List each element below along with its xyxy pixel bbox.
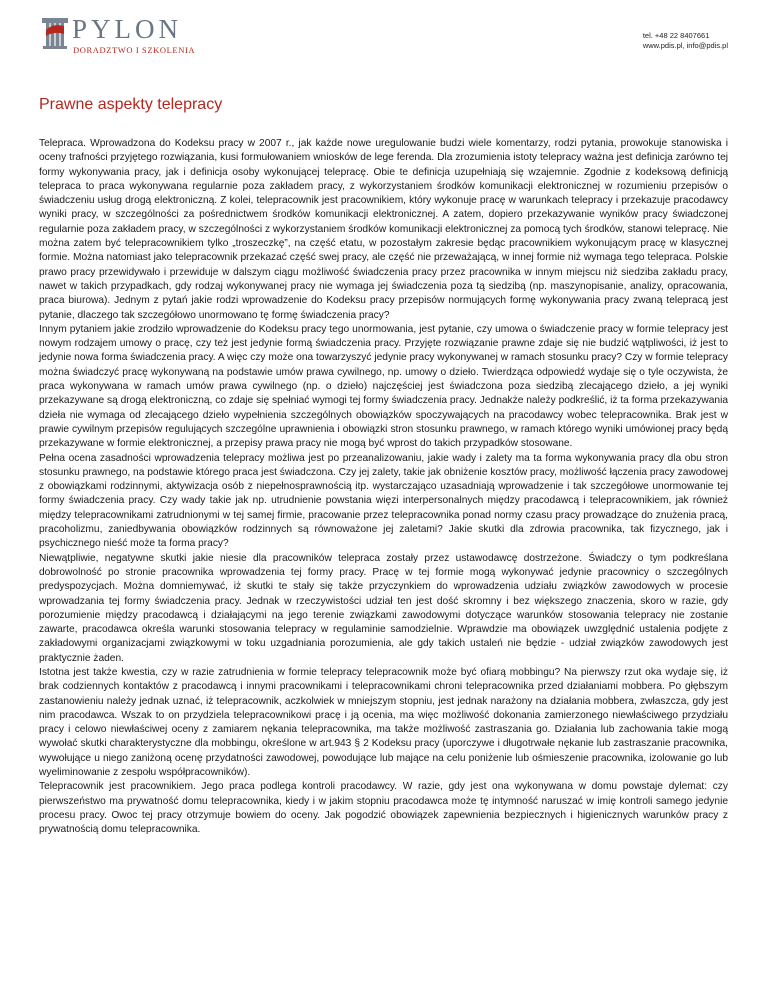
contact-web-email[interactable]: www.pdis.pl, info@pdis.pl	[642, 41, 728, 50]
paragraph: Telepraca. Wprowadzona do Kodeksu pracy w 2007 r., jak każde nowe uregulowanie budzi wiele komentarzy, rodzi pytania, prowokuje stanowiska i oceny trafności przyjętego rozwiązania, kusi formułowaniem wniosków de lege ferenda. Dla zrozumienia istoty telepracy ważna jest definicja zarówno tej formy wykonywania pracy, jak i definicja osoby wykonującej telepracę. Obie te definicja uzupełniają się wzajemnie. Zgodnie z kodeksową definicją telepraca to praca wykonywana regularnie poza zakładem pracy, z wykorzystaniem środków komunikacji elektronicznej w rozumieniu przepisów o świadczeniu usług drogą elektroniczną. Z kolei, telepracownik jest pracownikiem, który wykonuje pracę w warunkach telepracy i przekazuje pracodawcy wyniki pracy, w szczególności za pośrednictwem środków komunikacji elektronicznej. A zatem, dopiero przekazywanie wyników pracy świadczonej regularnie poza zakładem pracy, w szczególności z wykorzystaniem środków komunikacji elektronicznej za pomocą tych środków, stanowi telepracę. Nie można zatem być telepracownikiem tylko „troszeczkę”, na część etatu, w pozostałym zakresie będąc pracownikiem wykonującym pracę w klasycznej formie. Można natomiast jako telepracownik przekazać część swej pracy, ale część nie przeważającą, w innej formie niż wymaga tego telepraca. Polskie prawo pracy przewidywało i przewiduje w dalszym ciągu możliwość świadczenia pracy przez pracownika w innym miejscu niż siedziba zakładu pracy, nawet w takich przypadkach, gdy rodzaj wykonywanej pracy nie wymaga jej świadczenia poza tą siedzibą (np. maszynopisanie, analizy, opracowania, praca biurowa). Jednym z pytań jakie rodzi wprowadzenie do Kodeksu pracy przepisów normujących formę wykonywania pracy zwaną telepracą jest pytanie, dlaczego tak szczegółowo unormowano tę formę świadczenia pracy?	[39, 138, 728, 321]
company-logo	[40, 16, 220, 56]
brand-name: PYLON	[72, 14, 183, 44]
paragraph: Innym pytaniem jakie zrodziło wprowadzenie do Kodeksu pracy tego unormowania, jest pytanie, czy umowa o świadczenie pracy w formie telepracy jest nowym rodzajem umowy o pracę, czy też jest jedynie formą świadczenia pracy. Przyjęte rozwiązanie prawne zdaje się nie budzić wątpliwości, iż jest to jedynie nowa forma świadczenia pracy. A więc czy może ona towarzyszyć jedynie pracy wykonywanej w ramach stosunku pracy? Czy w formie telepracy można świadczyć pracę wykonywaną na podstawie umów prawa cywilnego, np. umowy o dzieło. Twierdząca odpowiedź wydaje się o tyle oczywista, że praca wykonywana w ramach umów prawa cywilnego (np. o dzieło) najczęściej jest świadczona poza siedzibą zlecającego dzieło, a jej wyniki przekazywane są drogą elektroniczną, co zdaje się spełniać wymogi tej formy świadczenia pracy. Jednakże należy podkreślić, iż ta forma przekazywania dzieła nie wymaga od zlecającego dzieło wypełnienia szczególnych obowiązków spoczywających na pracodawcy wobec telepracownika. Brak jest w prawie cywilnym przepisów regulujących szczególne uprawnienia i obowiązki stron stosunku prawnego, w ramach którego wyniki umówionej pracy będą przekazywane w formie elektronicznej, a przepisy prawa pracy nie mogą być wprost do takich przypadków stosowane.	[39, 323, 728, 450]
article-body	[39, 137, 728, 838]
paragraph: Telepracownik jest pracownikiem. Jego praca podlega kontroli pracodawcy. W razie, gdy jest ona wykonywana w domu powstaje dylemat: czy pierwszeństwo ma prywatność domu telepracownika, kiedy i w jakim stopniu pracodawca może tę intymność naruszać w imię kontroli samego jedynie procesu pracy. Owoc tej pracy otrzymuje bowiem do oceny. Jak pogodzić obowiązek zapewnienia bezpiecznych i higienicznych warunków pracy z prywatnością domu telepracownika.	[39, 781, 728, 836]
document-title: Prawne aspekty telepracy	[39, 96, 223, 113]
contact-phone: tel. +48 22 8407661	[642, 31, 710, 40]
paragraph: Pełna ocena zasadności wprowadzenia telepracy możliwa jest po przeanalizowaniu, jakie wady i zalety ma ta forma wykonywania pracy dla obu stron stosunku prawnego, na podstawie którego praca jest świadczona. Czy jej zalety, takie jak obniżenie kosztów pracy, możliwość łączenia pracy zawodowej z obowiązkami rodzinnymi, aktywizacja osób z niepełnosprawnością itp. wystarczająco uzasadniają wprowadzenie i tak szczegółowe unormowanie tej formy świadczenia pracy. Czy wady takie jak np. utrudnienie powstania więzi interpersonalnych między pracodawcą i telepracownikiem, jak również między telepracownikami zatrudnionymi w tej samej firmie, pracowanie przez telepracownika ponad normy czasu pracy prowadzące do znużenia pracą, pracoholizmu, zaniedbywania obowiązków rodzinnych są równoważone jej zaletami? Jakie skutki dla zdrowia pracownika, tak fizycznego, jak i psychicznego nieść może ta forma pracy?	[39, 452, 728, 550]
pylon-column-icon	[40, 16, 70, 50]
paragraph: Istotna jest także kwestia, czy w razie zatrudnienia w formie telepracy telepracownik może być ofiarą mobbingu? Na pierwszy rzut oka wydaje się, iż brak codziennych kontaktów z pracodawcą i innymi pracownikami i telepracownikami chroni telepracownika przed działaniami mobbera. Po głębszym zastanowieniu należy jednak uznać, iż telepracownik, aczkolwiek w mniejszym stopniu, jest jednak narażony na działania mobbera, zwłaszcza, gdy jest nim pracodawca. Wszak to on przydziela telepracownikowi pracę i ją ocenia, ma więc możliwość dokonania zamierzonego niewłaściwego przydziału pracy i celowo niewłaściwej oceny z zamiarem nękania telepracownika, ma także możliwość zastraszania go. Działania lub zachowania takie mogą wywołać skutki charakterystyczne dla mobbingu, określone w art.943 § 2 Kodeksu pracy (uporczywe i długotrwałe nękanie lub zastraszanie pracownika, wywołujące u niego zaniżoną ocenę przydatności zawodowej, powodujące lub mające na celu poniżenie lub ośmieszenie pracownika, izolowanie go lub wyeliminowanie z zespołu współpracowników).	[39, 666, 728, 779]
contact-info	[643, 31, 728, 51]
brand-subtitle: DORADZTWO I SZKOLENIA	[73, 45, 196, 55]
paragraph: Niewątpliwie, negatywne skutki jakie niesie dla pracowników telepraca zostały przez ustawodawcę dostrzeżone. Świadczy o tym podkreślana dobrowolność po stronie pracownika wprowadzenia tej formy pracy. Pracę w tej formie mogą wykonywać jedynie pracownicy o szczególnych predyspozycjach. Można domniemywać, iż skutki te stały się także przyczynkiem do wprowadzenia udziału związków zawodowych w procesie wprowadzania tej formy świadczenia pracy. Jednak w rzeczywistości udział ten jest dość skromny i bez większego znaczenia, skoro w razie, gdy porozumienie między pracodawcą i działającymi na jego terenie związkami zawodowymi dotyczące warunków stosowania telepracy nie zostanie zawarte, pracodawca określa warunki stosowania telepracy w regulaminie samodzielnie. Wprawdzie ma obowiązek uwzględnić ustalenia podjęte z zakładowymi organizacjami związkowymi w toku uzgadniania porozumienia, ale gdy takich ustaleń nie będzie - udział związków zawodowych jest praktycznie żaden.	[39, 552, 728, 664]
